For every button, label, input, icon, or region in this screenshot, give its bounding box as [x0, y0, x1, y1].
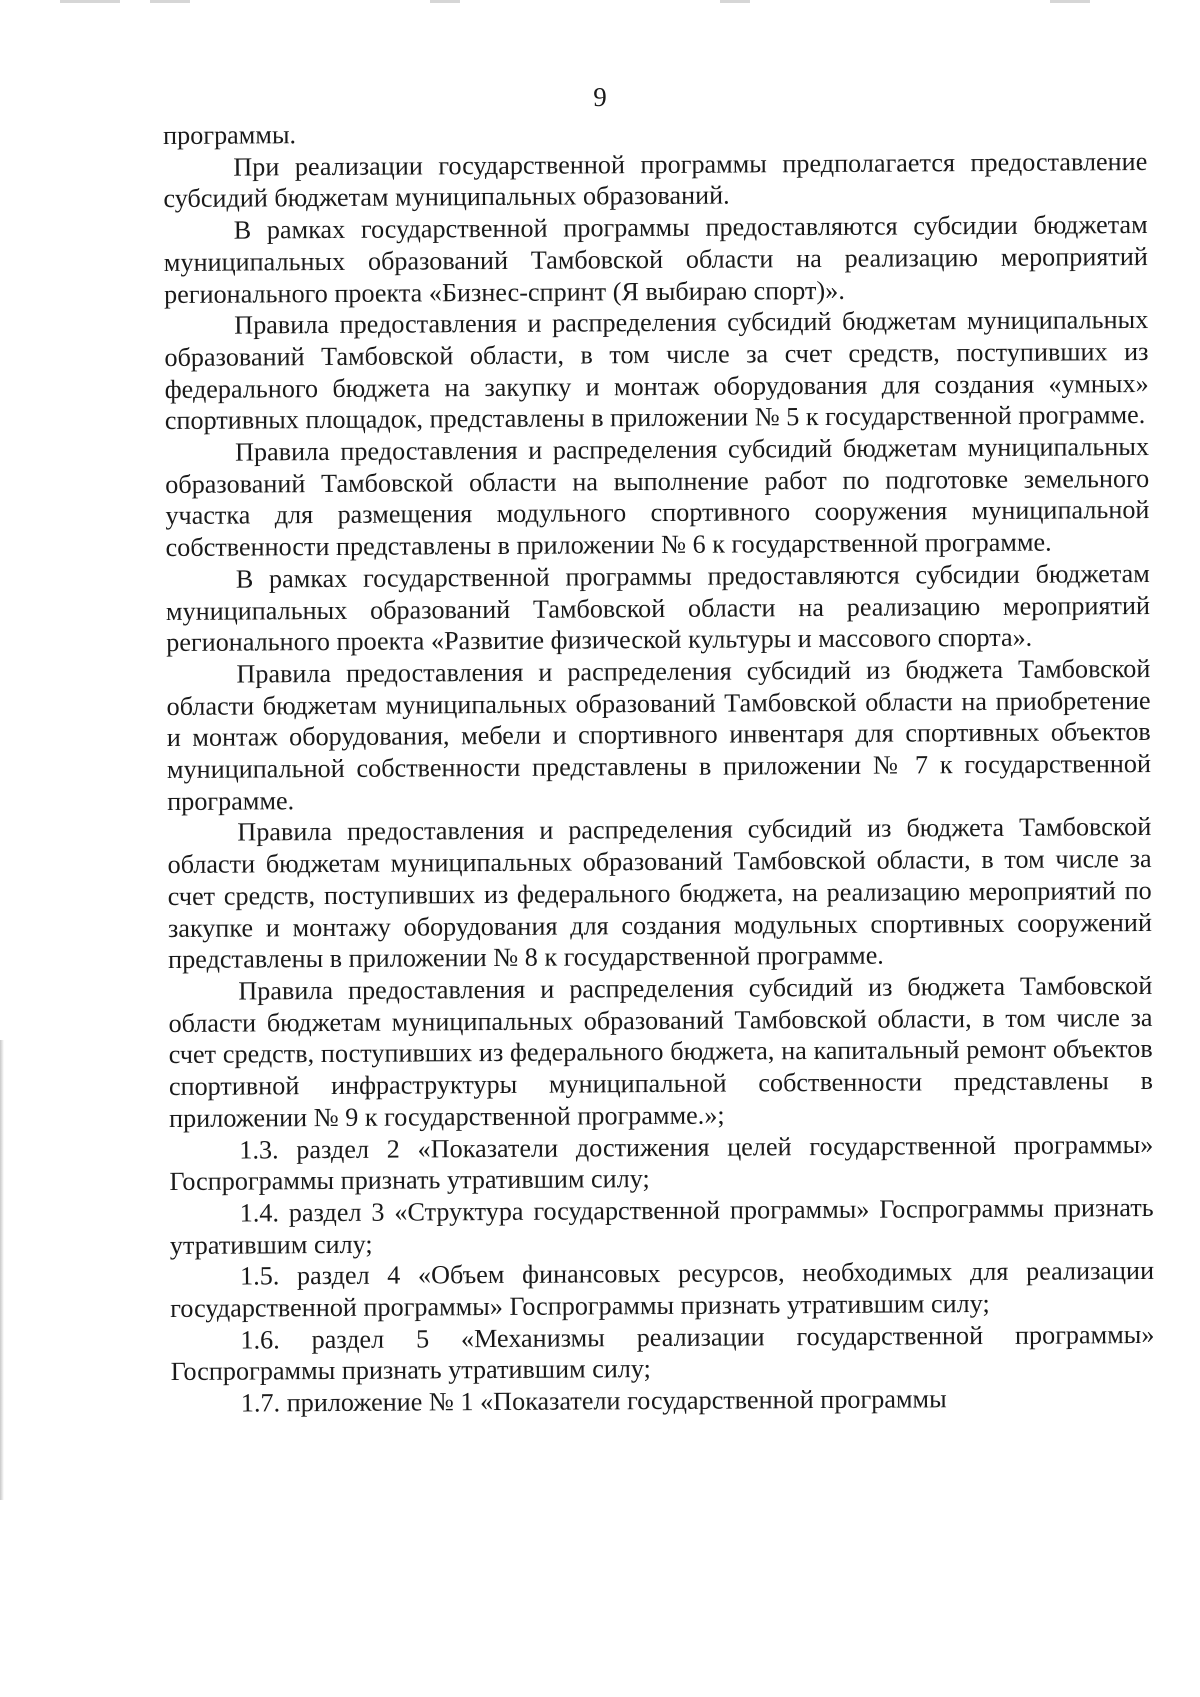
paragraph-physical-culture-project: В рамках государственной программы предоставляются субсидии бюджетам муниципальных образований Тамбовской области на реализацию мероприятий регионального проекта «Развитие физической культуры и массового спорта».: [165, 558, 1151, 658]
paragraph-continuation: программы.: [163, 120, 297, 150]
clause-1-5: 1.5. раздел 4 «Объем финансовых ресурсов, необходимых для реализации государственной программы» Госпрограммы признать утратившим силу;: [170, 1256, 1155, 1323]
document-body: [163, 114, 1155, 1420]
scan-mark-top-3: [430, 0, 460, 3]
page-number: 9: [593, 82, 607, 112]
paragraph-business-sprint: В рамках государственной программы предоставляются субсидии бюджетам муниципальных образований Тамбовской области на реализацию мероприятий регионального проекта «Бизнес-спринт (Я выбираю спорт)».: [163, 210, 1148, 309]
paragraph-rules-appendix-6: Правила предоставления и распределения субсидий бюджетам муниципальных образований Тамбовской области на выполнение работ по подготовке земельного участка для размещения модульного спортивного сооружения муниципальной собственности представлены в приложении № 6 к государственной программе.: [165, 432, 1150, 563]
paragraph-rules-appendix-9: Правила предоставления и распределения субсидий из бюджета Тамбовской области бюджетам муниципальных образований Тамбовской области, в том числе за счет средств, поступивших из федерального бюджета, на капитальный ремонт объектов спортивной инфраструктуры муниципальной собственности представлены в приложении № 9 к государственной программе.»;: [168, 970, 1153, 1133]
scan-mark-top-5: [1050, 0, 1090, 3]
paragraph-subsidies-intro: При реализации государственной программы предполагается предоставление субсидий бюджетам муниципальных образований.: [163, 146, 1148, 214]
paragraph-rules-appendix-7: Правила предоставления и распределения субсидий из бюджета Тамбовской области бюджетам муниципальных образований Тамбовской области на приобретение и монтаж оборудования, мебели и спортивного инвентаря для спортивных объектов муниципальной собственности представлены в приложении № 7 к государственной программе.: [166, 653, 1152, 816]
scan-shadow-left: [0, 1040, 4, 1500]
scan-mark-top-4: [720, 0, 750, 3]
clause-1-7: 1.7. приложение № 1 «Показатели государственной программы: [240, 1384, 947, 1418]
paragraph-rules-appendix-5: Правила предоставления и распределения субсидий бюджетам муниципальных образований Тамбовской области, в том числе за счет средств, поступивших из федерального бюджета на закупку и монтаж оборудования для создания «умных» спортивных площадок, представлены в приложении № 5 к государственной программе.: [164, 305, 1149, 436]
clause-1-6: 1.6. раздел 5 «Механизмы реализации государственной программы» Госпрограммы признать утратившим силу;: [170, 1319, 1155, 1387]
clause-1-3: 1.3. раздел 2 «Показатели достижения целей государственной программы» Госпрограммы признать утратившим силу;: [169, 1129, 1154, 1197]
clause-1-4: 1.4. раздел 3 «Структура государственной программы» Госпрограммы признать утратившим силу;: [169, 1192, 1154, 1260]
scan-mark-top-1: [60, 0, 120, 3]
scan-mark-top-2: [150, 0, 190, 3]
paragraph-rules-appendix-8: Правила предоставления и распределения субсидий из бюджета Тамбовской области бюджетам муниципальных образований Тамбовской области, в том числе за счет средств, поступивших из федерального бюджета, на реализацию мероприятий по закупке и монтажу оборудования для создания модульных спортивных сооружений представлены в приложении № 8 к государственной программе.: [167, 812, 1153, 975]
